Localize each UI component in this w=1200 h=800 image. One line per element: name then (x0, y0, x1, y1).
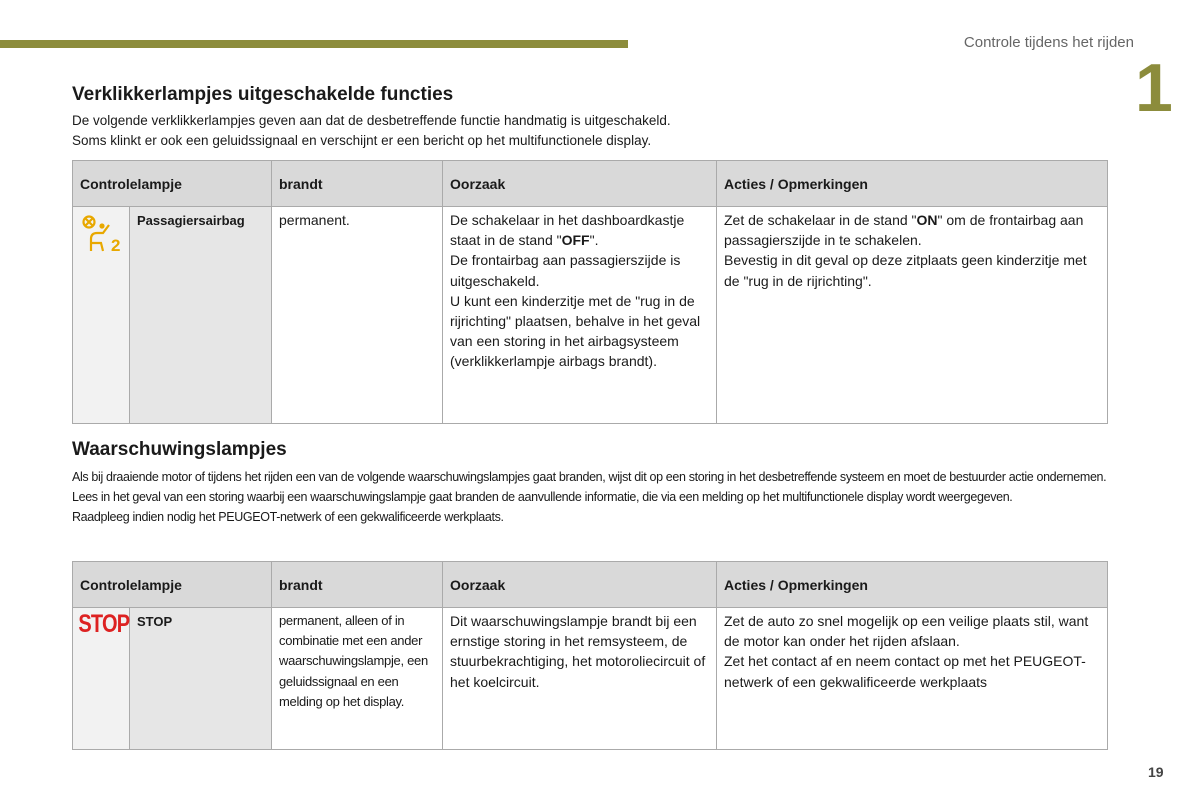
col-header-oorzaak: Oorzaak (443, 161, 717, 207)
brandt-cell: permanent, alleen of in combinatie met een ander waarschuwingslampje, een geluidssignaal en een melding op het display. (272, 608, 443, 750)
chapter-title: Controle tijdens het rijden (963, 34, 1134, 51)
section-title-disabled-functions: Verklikkerlampjes uitgeschakelde functies (72, 84, 454, 105)
page-number: 19 (1148, 764, 1164, 780)
col-header-controlelampje: Controlelampje (73, 161, 272, 207)
text-bold: OFF (561, 232, 590, 249)
text-segment: ". (589, 232, 599, 249)
svg-text:2: 2 (111, 236, 121, 253)
text-segment: Zet de auto zo snel mogelijk op een veilige plaats stil, want de motor kan onder het rijden afslaan. (724, 613, 1089, 650)
table-header-row (73, 161, 1108, 207)
header-accent-bar (0, 40, 628, 48)
table-row (73, 207, 1108, 424)
text-segment: Zet het contact af en neem contact op met het PEUGEOT-netwerk of een gekwalificeerde werkplaats (724, 653, 1086, 690)
acties-cell (717, 207, 1108, 424)
lamp-name: Passagiersairbag (130, 207, 272, 424)
section-intro-disabled-functions (72, 111, 1112, 151)
lamp-name: STOP (130, 608, 272, 750)
icon-cell (73, 207, 130, 424)
oorzaak-cell: Dit waarschuwingslampje brandt bij een ernstige storing in het remsysteem, de stuurbekrachtiging, het motoroliecircuit of het koelcircuit. (443, 608, 717, 750)
text-bold: ON (916, 212, 938, 228)
warning-lamps-table (72, 561, 1108, 750)
intro-line: Lees in het geval van een storing waarbij een waarschuwingslampje gaat branden de aanvullende informatie, die via een melding op het multifunctionele display wordt weergegeven. (72, 490, 1013, 504)
table-header-row (73, 562, 1108, 608)
col-header-acties: Acties / Opmerkingen (717, 161, 1108, 207)
intro-line: Soms klinkt er ook een geluidssignaal en verschijnt er een bericht op het multifunctionele display. (72, 133, 652, 148)
disabled-functions-table (72, 160, 1108, 424)
intro-line: Als bij draaiende motor of tijdens het rijden een van de volgende waarschuwingslampjes gaat branden, wijst dit op een storing in het desbetreffende systeem en moet de bestuurder actie ondernemen. (72, 470, 1107, 484)
chapter-number: 1 (1135, 50, 1173, 126)
icon-cell (73, 608, 130, 750)
section-intro-warning-lamps (72, 467, 1112, 527)
section-title-warning-lamps: Waarschuwingslampjes (72, 439, 287, 460)
text-segment: De frontairbag aan passagierszijde is uitgeschakeld. (450, 252, 681, 289)
col-header-oorzaak: Oorzaak (443, 562, 717, 608)
text-segment: " om de frontairbag aan passagierszijde in te schakelen. (724, 212, 1084, 249)
intro-line: Raadpleeg indien nodig het PEUGEOT-netwerk of een gekwalificeerde werkplaats. (72, 510, 504, 524)
col-header-acties: Acties / Opmerkingen (717, 562, 1108, 608)
col-header-controlelampje: Controlelampje (73, 562, 272, 608)
text-segment: Bevestig in dit geval op deze zitplaats geen kinderzitje met de "rug in de rijrichting". (724, 252, 1087, 289)
col-header-brandt: brandt (272, 562, 443, 608)
oorzaak-cell (443, 207, 717, 424)
text-segment: De schakelaar in het dashboardkastje staat in de stand " (450, 212, 685, 249)
brandt-cell: permanent. (272, 207, 443, 424)
acties-cell (717, 608, 1108, 750)
airbag-off-icon (79, 236, 123, 256)
text-segment: Zet de schakelaar in de stand " (724, 212, 917, 228)
text-segment: U kunt een kinderzitje met de "rug in de rijrichting" plaatsen, behalve in het geval van een storing in het airbagsysteem (verklikkerlampje airbags brandt). (450, 292, 701, 370)
table-row (73, 608, 1108, 750)
stop-warning-icon: STOP (78, 610, 130, 638)
col-header-brandt: brandt (272, 161, 443, 207)
intro-line: De volgende verklikkerlampjes geven aan dat de desbetreffende functie handmatig is uitgeschakeld. (72, 113, 671, 128)
